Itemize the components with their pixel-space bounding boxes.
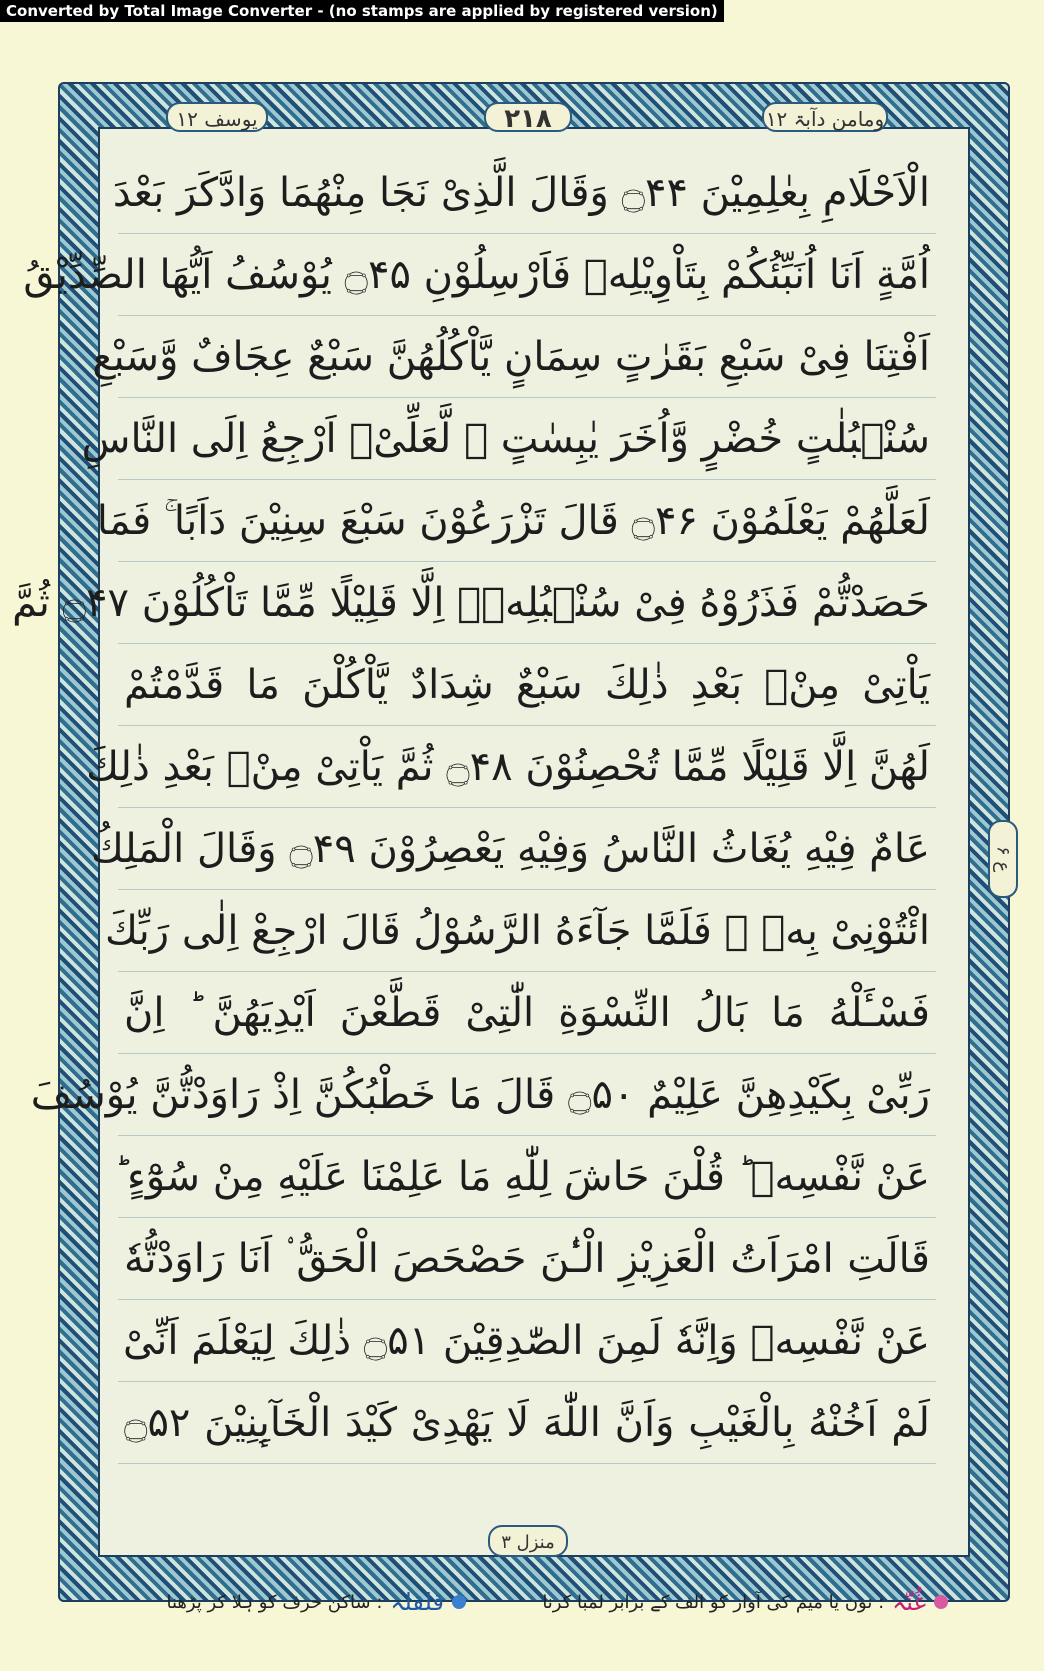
- line-text: حَصَدْتُّمْ فَذَرُوْهُ فِیْ سُنْۢبُلِهٖۤ اِلَّا قَلِیْلًا مِّمَّا تَاْكُلُوْنَ ۝۴۷ ثُمَّ: [12, 579, 930, 626]
- line-text: اَفْتِنَا فِیْ سَبْعِ بَقَرٰتٍ سِمَانٍ یَّاْكُلُهُنَّ سَبْعٌ عِجَافٌ وَّسَبْعِ: [92, 333, 930, 380]
- page-number: ۲۱۸: [484, 102, 572, 132]
- text-line: [96, 480, 936, 562]
- text-line: [86, 726, 936, 808]
- text-line: [92, 316, 936, 398]
- text-line: [112, 152, 936, 234]
- quran-text: [12, 152, 936, 1539]
- line-text: اُمَّةٍ اَنَا اُنَبِّئُكُمْ بِتَاْوِیْلِهٖ فَاَرْسِلُوْنِ ۝۴۵ یُوْسُفُ اَیُّهَا الصِّدِّیْقُ: [23, 251, 930, 298]
- line-text: سُنْۢبُلٰتٍ خُضْرٍ وَّاُخَرَ یٰبِسٰتٍ ۙ لَّعَلِّیْۤ اَرْجِعُ اِلَى النَّاسِ: [81, 415, 930, 462]
- pink-dot-icon: [934, 1595, 948, 1609]
- juz-label: ومامن دآبۃ ۱۲: [762, 102, 888, 132]
- line-text: یَاْتِیْ مِنْۢ بَعْدِ ذٰلِكَ سَبْعٌ شِدَادٌ یَّاْكُلْنَ مَا قَدَّمْتُمْ: [124, 661, 930, 708]
- text-line: [114, 1136, 936, 1218]
- manzil-label: منزل ۳: [488, 1525, 568, 1557]
- line-text: لَهُنَّ اِلَّا قَلِیْلًا مِّمَّا تُحْصِنُوْنَ ۝۴۸ ثُمَّ یَاْتِیْ مِنْۢ بَعْدِ ذٰلِكَ: [86, 743, 930, 790]
- text-line: [118, 1300, 936, 1382]
- line-text: لَمْ اَخُنْهُ بِالْغَیْبِ وَاَنَّ اللّٰهَ لَا یَهْدِیْ كَیْدَ الْخَآىِٕنِیْنَ ۝۵۲: [124, 1399, 930, 1446]
- text-line: [118, 1382, 936, 1464]
- text-line: [118, 1218, 936, 1300]
- text-line: [12, 562, 936, 644]
- line-text: لَعَلَّهُمْ یَعْلَمُوْنَ ۝۴۶ قَالَ تَزْرَعُوْنَ سَبْعَ سِنِیْنَ دَاَبًا ۚ فَمَا: [96, 497, 930, 544]
- text-line: [118, 644, 936, 726]
- ghunna-term: غُنّہ: [892, 1588, 926, 1616]
- line-text: عَنْ نَّفْسِهٖ وَاِنَّهٗ لَمِنَ الصّٰدِقِیْنَ ۝۵۱ ذٰلِكَ لِیَعْلَمَ اَنِّیْ: [122, 1317, 930, 1364]
- line-text: عَنْ نَّفْسِهٖ ؕ قُلْنَ حَاشَ لِلّٰهِ مَا عَلِمْنَا عَلَیْهِ مِنْ سُوْٓءٍ ؕ: [114, 1153, 930, 1200]
- line-text: رَبِّیْ بِكَیْدِهِنَّ عَلِیْمٌ ۝۵۰ قَالَ مَا خَطْبُكُنَّ اِذْ رَاوَدْتُّنَّ یُوْسُفَ: [30, 1071, 930, 1118]
- line-text: قَالَتِ امْرَاَتُ الْعَزِیْزِ الْـٰٔنَ حَصْحَصَ الْحَقُّ ۟ اَنَا رَاوَدْتُّهٗ: [124, 1235, 930, 1282]
- line-text: الْاَحْلَامِ بِعٰلِمِیْنَ ۝۴۴ وَقَالَ الَّذِیْ نَجَا مِنْهُمَا وَادَّكَرَ بَعْدَ: [112, 169, 930, 216]
- qalqala-note: [166, 1588, 466, 1616]
- text-line: [30, 1054, 936, 1136]
- ghunna-note: [542, 1588, 948, 1616]
- converter-watermark: Converted by Total Image Converter - (no stamps are applied by registered version): [0, 0, 724, 22]
- blue-dot-icon: [452, 1595, 466, 1609]
- qalqala-term: قلقلہ: [390, 1588, 444, 1616]
- line-text: عَامٌ فِیْهِ یُغَاثُ النَّاسُ وَفِیْهِ یَعْصِرُوْنَ ۝۴۹ وَقَالَ الْمَلِكُ: [90, 825, 930, 872]
- text-line: [23, 234, 936, 316]
- text-line: [104, 890, 936, 972]
- text-line: [81, 398, 936, 480]
- line-text: ائْتُوْنِیْ بِهٖ ۚ فَلَمَّا جَآءَهُ الرَّسُوْلُ قَالَ ارْجِعْ اِلٰى رَبِّكَ: [104, 907, 930, 954]
- ghunna-description: : نون یا میم کی آواز کو الف کے برابر لمبا کرنا: [542, 1591, 885, 1613]
- tajweed-legend: [0, 1588, 1044, 1628]
- qalqala-description: : ساکن حرف کو ہلا کر پڑھنا: [166, 1591, 383, 1613]
- text-line: [118, 972, 936, 1054]
- line-text: فَسْـَٔلْهُ مَا بَالُ النِّسْوَةِ الّٰتِیْ قَطَّعْنَ اَیْدِیَهُنَّ ؕ اِنَّ: [124, 989, 930, 1036]
- surah-label: یوسف ۱۲: [166, 102, 268, 132]
- text-line: [90, 808, 936, 890]
- ruku-marker: ع ۶: [988, 820, 1018, 898]
